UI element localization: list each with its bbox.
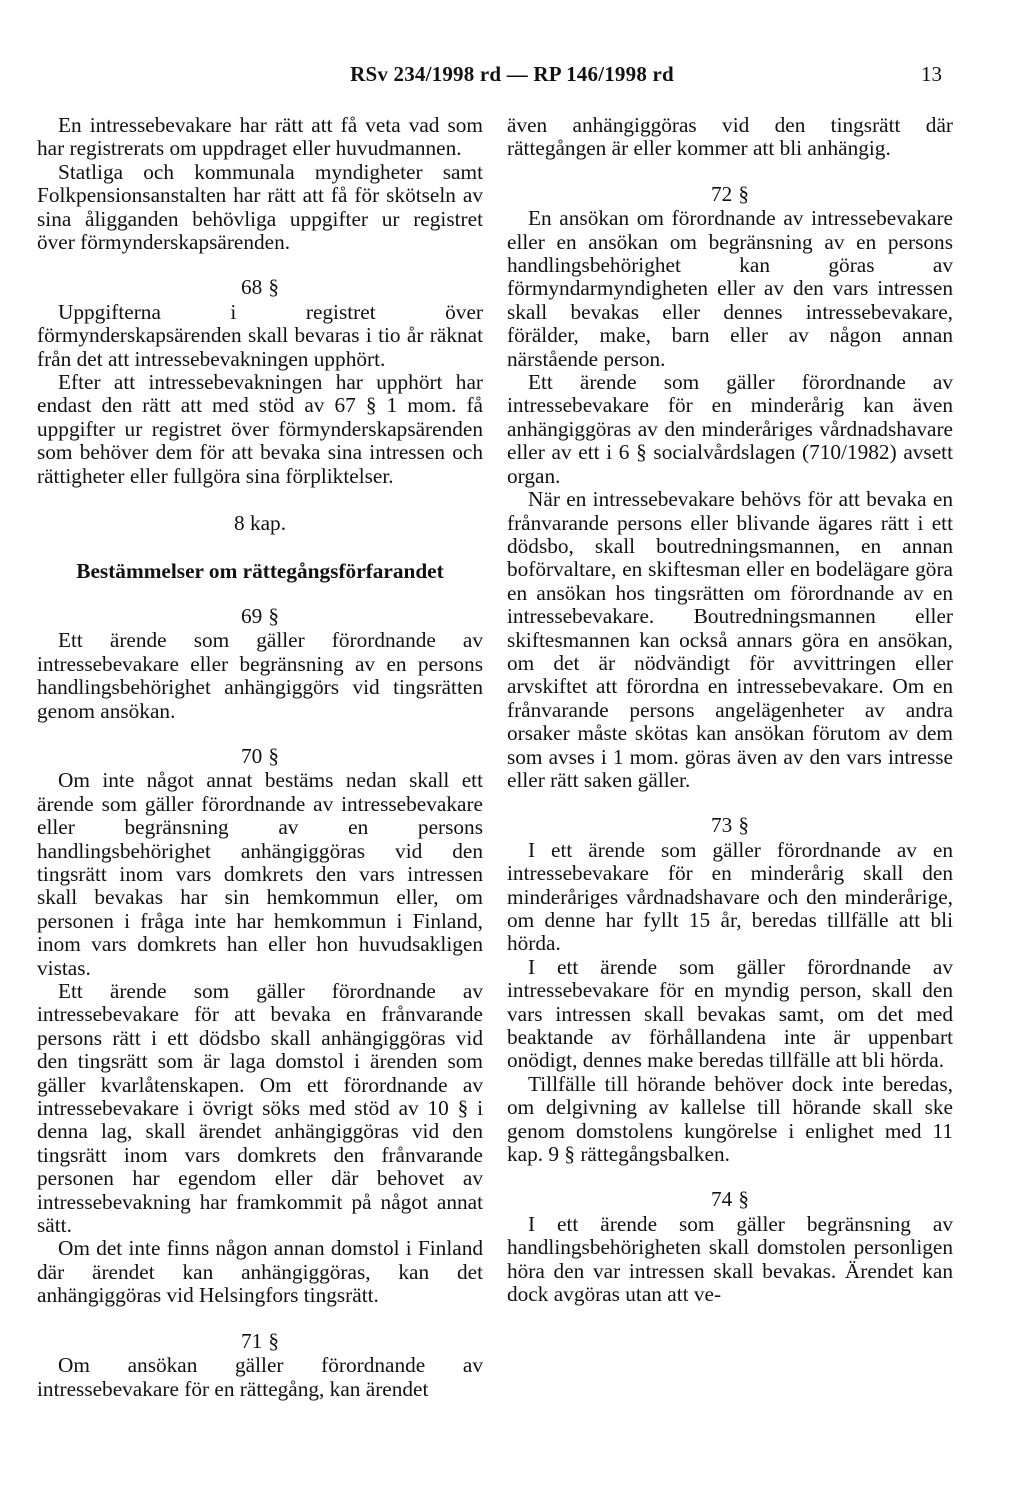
section-sign-icon: § [738,1187,749,1212]
page-number: 13 [921,62,942,86]
paragraph: Ett ärende som gäller förordnande av intressebevakare för en minderårig kan även anhängiggöras av den minderåriges vårdnadshavare eller av ett i 6 § socialvårdslagen (710/1982) avsett organ. [507,370,953,488]
paragraph: Ett ärende som gäller förordnande av intressebevakare eller begränsning av en persons handlingsbehörighet anhängiggörs vid tingsrätten genom ansökan. [37,628,483,723]
paragraph: Ett ärende som gäller förordnande av intressebevakare för att bevaka en frånvarande persons rätt i ett dödsbo skall anhängiggöras vid den tingsrätt som är laga domstol i ärenden som gäller kvarlåtenskapen. Om ett förordnande av intressebevakare i övrigt söks med stöd av 10 § i denna lag, skall ärendet anhängiggöras vid den tingsrätt inom vars domkrets den frånvarande personen har egendom eller där behovet av intressebevakning har framkommit på något annat sätt. [37,979,483,1238]
section-heading-73 [507,814,953,837]
section-number: 74 [711,1187,733,1212]
paragraph: Tillfälle till hörande behöver dock inte beredas, om delgivning av kallelse till hörande skall ske genom domstolens kungörelse i enlighet med 11 kap. 9 § rättegångsbalken. [507,1071,953,1167]
section-heading-74 [507,1188,953,1211]
section-heading-68 [37,276,483,299]
paragraph: Om det inte finns någon annan domstol i Finland där ärendet kan anhängiggöras, kan det anhängiggöras vid Helsingfors tingsrätt. [37,1236,483,1308]
section-heading-69 [37,605,483,628]
page-header [0,62,1024,92]
section-number: 69 [241,603,263,628]
paragraph: Om ansökan gäller förordnande av intressebevakare för en rättegång, kan ärendet [37,1353,483,1401]
paragraph: Om inte något annat bestäms nedan skall ett ärende som gäller förordnande av intressebevakare eller begränsning av en persons handlingsbehörighet anhängiggöras vid den tingsrätt inom vars domkrets den vars intressen skall bevakas har sin hemkommun eller, om personen i fråga inte har hemkommun i Finland, inom vars domkrets han eller hon huvudsakligen vistas. [37,768,483,980]
section-number: 73 [711,813,733,838]
section-sign-icon: § [268,743,279,768]
paragraph: Efter att intressebevakningen har upphört har endast den rätt att med stöd av 67 § 1 mom. få uppgifter ur registret över förmynderskapsärenden som behöver dem för att bevaka sina intressen och rättigheter eller fullgöra sina förpliktelser. [37,370,483,488]
section-sign-icon: § [738,813,749,838]
section-sign-icon: § [268,603,279,628]
paragraph: Statliga och kommunala myndigheter samt Folkpensionsanstalten har rätt att få för skötseln av sina åligganden behövliga uppgifter ur registret över förmynderskapsärenden. [37,159,483,255]
left-column [37,114,483,1401]
section-number: 72 [711,181,733,206]
paragraph: I ett ärende som gäller förordnande av intressebevakare för en myndig person, skall den vars intressen skall bevakas samt, om det med beaktande av förhållandena inte är uppenbart onödigt, dennes make beredas tillfälle att bli hörda. [507,954,953,1073]
section-heading-70 [37,745,483,768]
paragraph-continued: även anhängiggöras vid den tingsrätt där rättegången är eller kommer att bli anhängig. [507,113,953,161]
paragraph: Uppgifterna i registret över förmynderskapsärenden skall bevaras i tio år räknat från det att intressebevakningen upphört. [37,299,483,371]
paragraph: En ansökan om förordnande av intressebevakare eller en ansökan om begränsning av en persons handlingsbehörighet kan göras av förmyndarmyndigheten eller av den vars intressen skall bevakas eller dennes intressebevakare, förälder, make, barn eller av någon annan närstående person. [507,206,953,371]
chapter-title: 8 kap. [233,511,287,536]
paragraph: En intressebevakare har rätt att få veta vad som har registrerats om uppdraget eller huvudmannen. [37,113,483,161]
section-number: 70 [241,743,263,768]
section-sign-icon: § [738,181,749,206]
right-column [507,114,953,1307]
section-sign-icon: § [268,275,279,300]
paragraph: När en intressebevakare behövs för att bevaka en frånvarande persons eller blivande ägares rätt i ett dödsbo, skall boutredningsmannen, en annan boförvaltare, en skiftesman eller en bodelägare göra en ansökan hos tingsrätten om förordnande av en intressebevakare. Boutredningsmannen eller skiftesmannen kan också annars göra en ansökan, om det är nödvändigt för avvittringen eller arvskiftet att förordna en intressebevakare. Om en frånvarande persons angelägenheter av andra orsaker måste skötas kan ansökan förutom av dem som avses i 1 mom. göras även av den vars intresse eller rätt saken gäller. [507,487,953,792]
section-number: 71 [241,1328,263,1353]
section-number: 68 [241,275,263,300]
section-heading-72 [507,183,953,206]
running-title: RSv 234/1998 rd — RP 146/1998 rd [350,62,674,86]
paragraph: I ett ärende som gäller begränsning av handlingsbehörigheten skall domstolen personligen höra den var intressen skall bevakas. Ärendet kan dock avgöras utan att ve- [507,1211,953,1307]
section-heading-71 [37,1330,483,1353]
chapter-heading: Bestämmelser om rättegångsförfarandet [76,558,444,583]
paragraph: I ett ärende som gäller förordnande av en intressebevakare för en minderårig skall den minderåriges vårdnadshavare och den minderårige, om denne har fyllt 15 år, beredas tillfälle att bli hörda. [507,837,953,956]
section-sign-icon: § [268,1328,279,1353]
